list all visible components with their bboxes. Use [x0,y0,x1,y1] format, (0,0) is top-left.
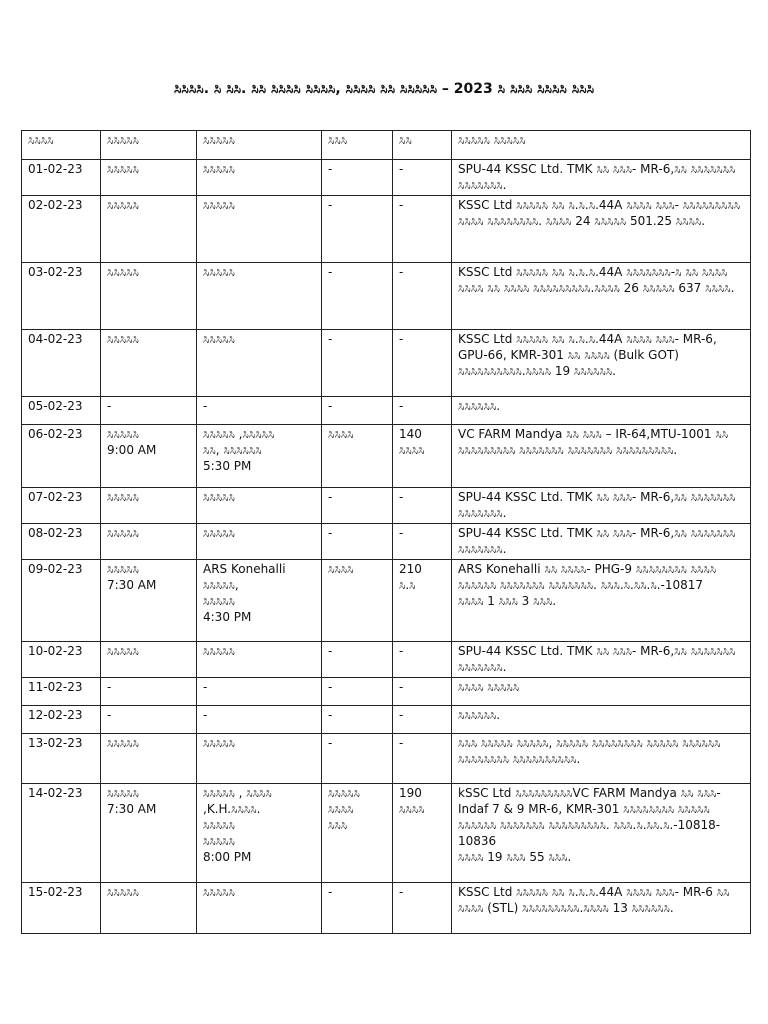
cell-distance [393,784,452,883]
cell-distance [393,488,452,524]
cell-time [101,160,197,196]
cell-mode-line: - [328,490,333,504]
table-row [22,425,751,488]
table-row [22,488,751,524]
cell-work-details [452,734,751,784]
cell-mode [322,706,393,734]
cell-mode-line: ಸಿಸಿಸಿ [328,818,348,832]
work-text: VC FARM Mandya ಸಿಸಿ ಸಿಸಿಸಿ – IR-64,MTU-1001 ಸಿಸಿ ಸಿಸಿಸಿಸಿಸಿಸಿಸಿಸಿಸಿ ಸಿಸಿಸಿಸಿಸಿಸಿಸಿ ಸಿಸಿಸಿಸಿಸಿಸಿಸಿ ಸಿಸಿಸಿಸಿಸಿಸಿಸಿಸಿಸಿ. [458,427,729,457]
cell-mode-line: - [328,644,333,658]
cell-work-details [452,263,751,330]
cell-mode [322,330,393,397]
cell-mode-line: - [328,885,333,899]
cell-place [197,397,322,425]
cell-time-line: - [107,680,112,694]
cell-mode-line: - [328,708,333,722]
cell-place [197,642,322,678]
cell-place-line: ಸಿಸಿಸಿಸಿಸಿ [203,885,235,899]
table-row [22,263,751,330]
cell-date: 15-02-23 [22,883,101,934]
cell-mode [322,488,393,524]
cell-distance [393,397,452,425]
cell-distance-line: - [399,332,404,346]
table-row [22,524,751,560]
cell-place-line: ಸಿಸಿಸಿಸಿಸಿ [203,644,235,658]
cell-mode [322,560,393,642]
cell-place-line: 4:30 PM [203,610,252,624]
cell-mode [322,397,393,425]
cell-time-line: ಸಿಸಿಸಿಸಿಸಿ [107,198,139,212]
cell-distance [393,160,452,196]
cell-mode [322,425,393,488]
cell-distance [393,883,452,934]
cell-place-line: - [203,708,208,722]
cell-distance-line: 190 [399,786,422,800]
cell-place [197,524,322,560]
cell-mode [322,784,393,883]
cell-time-line: ಸಿಸಿಸಿಸಿಸಿ [107,786,139,800]
cell-date: 03-02-23 [22,263,101,330]
cell-time [101,706,197,734]
cell-distance-line: ಸಿ.ಸಿ [399,578,416,592]
cell-place-line: ಸಿಸಿ, ಸಿಸಿಸಿಸಿಸಿಸಿ [203,443,262,457]
cell-time [101,397,197,425]
cell-place-line: ಸಿಸಿಸಿಸಿಸಿ ,ಸಿಸಿಸಿಸಿಸಿ [203,427,275,441]
cell-distance-line: - [399,526,404,540]
cell-time-line: 9:00 AM [107,443,157,457]
cell-work-details [452,642,751,678]
table-row [22,330,751,397]
cell-distance-line: - [399,680,404,694]
cell-place [197,734,322,784]
cell-distance-line: 210 [399,562,422,576]
cell-work-details [452,330,751,397]
table-row [22,397,751,425]
cell-place [197,678,322,706]
cell-work-details [452,560,751,642]
cell-time-line: ಸಿಸಿಸಿಸಿಸಿ [107,265,139,279]
table-row [22,706,751,734]
cell-distance-line: - [399,198,404,212]
cell-date: 04-02-23 [22,330,101,397]
table-row [22,160,751,196]
cell-distance [393,263,452,330]
cell-time-line: 7:30 AM [107,802,157,816]
cell-time [101,734,197,784]
cell-date: 08-02-23 [22,524,101,560]
cell-time-line: ಸಿಸಿಸಿಸಿಸಿ [107,526,139,540]
table-row [22,642,751,678]
cell-place [197,160,322,196]
cell-date: 12-02-23 [22,706,101,734]
cell-work-details [452,883,751,934]
work-text: ಸಿಸಿಸಿಸಿ ಸಿಸಿಸಿಸಿಸಿ [458,680,520,694]
cell-time-line: ಸಿಸಿಸಿಸಿಸಿ [107,736,139,750]
document-title: ಸಿಸಿಸಿಸಿ. ಸಿ ಸಿಸಿ. ಸಿಸಿ ಸಿಸಿಸಿಸಿ ಸಿಸಿಸಿಸಿ, ಸಿಸಿಸಿಸಿ ಸಿಸಿ ಸಿಸಿಸಿಸಿಸಿ – 2023 ಸಿ ಸಿಸಿಸಿ ಸಿಸಿಸಿಸಿ ಸಿಸಿಸಿ [173,81,595,97]
work-extra-text: ಸಿಸಿಸಿಸಿ 1 ಸಿಸಿಸಿ 3 ಸಿಸಿಸಿ. [458,594,557,608]
cell-time-line: ಸಿಸಿಸಿಸಿಸಿ [107,562,139,576]
work-text: ARS Konehalli ಸಿಸಿ ಸಿಸಿಸಿಸಿ- PHG-9 ಸಿಸಿಸಿಸಿಸಿಸಿಸಿಸಿ ಸಿಸಿಸಿಸಿ ಸಿಸಿಸಿಸಿಸಿಸಿ ಸಿಸಿಸಿಸಿಸಿಸಿಸಿ ಸಿಸಿಸಿಸಿಸಿಸಿಸಿ. ಸಿಸಿಸಿ.ಸಿ.ಸಿಸಿ.ಸಿ.-10817 [458,562,717,592]
cell-distance-line: - [399,736,404,750]
cell-distance [393,330,452,397]
cell-work-details [452,784,751,883]
cell-mode-line: ಸಿಸಿಸಿಸಿ [328,427,354,441]
cell-date: 07-02-23 [22,488,101,524]
work-text: KSSC Ltd ಸಿಸಿಸಿಸಿಸಿ ಸಿಸಿ ಸಿ.ಸಿ.ಸಿ.44A ಸಿಸಿಸಿಸಿ ಸಿಸಿಸಿ- MR-6 ಸಿಸಿ ಸಿಸಿಸಿಸಿ (STL) ಸಿಸಿಸಿಸಿಸಿಸಿಸಿಸಿಸಿ.ಸಿಸಿಸಿಸಿ 13 ಸಿಸಿಸಿಸಿಸಿಸಿ. [458,885,730,915]
cell-distance-line: - [399,885,404,899]
cell-place-line: ಸಿಸಿಸಿಸಿಸಿ , ಸಿಸಿಸಿಸಿ [203,786,272,800]
cell-time [101,488,197,524]
cell-mode-line: - [328,399,333,413]
cell-place-line: ಸಿಸಿಸಿಸಿಸಿ, [203,578,239,592]
cell-place-line: ಸಿಸಿಸಿಸಿಸಿ [203,526,235,540]
cell-date: 01-02-23 [22,160,101,196]
cell-place-line: ಸಿಸಿಸಿಸಿಸಿ [203,736,235,750]
cell-place-line: ಸಿಸಿಸಿಸಿಸಿ [203,265,235,279]
tour-diary-table [21,130,751,934]
work-text: ಸಿಸಿಸಿಸಿಸಿಸಿ. [458,708,501,722]
cell-distance-line: - [399,162,404,176]
cell-distance [393,678,452,706]
cell-time [101,883,197,934]
work-text: kSSC Ltd ಸಿಸಿಸಿಸಿಸಿಸಿಸಿಸಿಸಿVC FARM Mandya ಸಿಸಿ ಸಿಸಿಸಿ- Indaf 7 & 9 MR-6, KMR-301 ಸಿಸಿಸಿಸಿಸಿಸಿಸಿಸಿ ಸಿಸಿಸಿಸಿಸಿ ಸಿಸಿಸಿಸಿಸಿಸಿ ಸಿಸಿಸಿಸಿಸಿಸಿಸಿ ಸಿಸಿಸಿಸಿಸಿಸಿಸಿಸಿಸಿ. ಸಿಸಿಸಿ.ಸಿ.ಸಿಸಿ.ಸಿ.-10818-10836 [458,786,721,848]
cell-time-line: ಸಿಸಿಸಿಸಿಸಿ [107,162,139,176]
cell-work-details [452,196,751,263]
cell-time-line: - [107,399,112,413]
cell-place-line: ಸಿಸಿಸಿಸಿಸಿ [203,332,235,346]
cell-time-line: ಸಿಸಿಸಿಸಿಸಿ [107,490,139,504]
cell-place-line: - [203,680,208,694]
cell-mode-line: - [328,265,333,279]
cell-mode-line: - [328,198,333,212]
cell-time-line: - [107,708,112,722]
cell-place [197,560,322,642]
cell-place-line: - [203,399,208,413]
cell-distance [393,560,452,642]
cell-time-line: ಸಿಸಿಸಿಸಿಸಿ [107,885,139,899]
cell-mode-line: - [328,526,333,540]
cell-distance-line: - [399,265,404,279]
table-header-row [22,131,751,160]
cell-distance [393,425,452,488]
cell-time [101,263,197,330]
cell-time [101,784,197,883]
cell-place-line: ಸಿಸಿಸಿಸಿಸಿ [203,818,235,832]
cell-date: 09-02-23 [22,560,101,642]
cell-time [101,678,197,706]
cell-work-details [452,160,751,196]
cell-distance [393,524,452,560]
cell-place-line: 5:30 PM [203,459,252,473]
cell-place-line: ಸಿಸಿಸಿಸಿಸಿ [203,198,235,212]
cell-work-details [452,678,751,706]
header-time: ಸಿಸಿಸಿಸಿಸಿ [101,131,197,160]
cell-place-line: ಸಿಸಿಸಿಸಿಸಿ [203,834,235,848]
cell-place-line: ಸಿಸಿಸಿಸಿಸಿ [203,162,235,176]
cell-work-details [452,425,751,488]
cell-time [101,196,197,263]
table-row [22,784,751,883]
cell-place-line: ಸಿಸಿಸಿಸಿಸಿ [203,490,235,504]
cell-place [197,196,322,263]
cell-mode [322,160,393,196]
cell-mode [322,524,393,560]
work-text: ಸಿಸಿಸಿಸಿಸಿಸಿ. [458,399,501,413]
cell-mode [322,883,393,934]
cell-time [101,425,197,488]
cell-distance-line: - [399,490,404,504]
cell-mode-line: - [328,332,333,346]
cell-date: 11-02-23 [22,678,101,706]
cell-distance-line: 140 [399,427,422,441]
cell-mode-line: - [328,680,333,694]
cell-distance [393,642,452,678]
cell-work-details [452,488,751,524]
cell-place [197,883,322,934]
cell-date: 02-02-23 [22,196,101,263]
cell-work-details [452,397,751,425]
cell-distance-line: ಸಿಸಿಸಿಸಿ [399,443,425,457]
cell-date: 06-02-23 [22,425,101,488]
work-text: KSSC Ltd ಸಿಸಿಸಿಸಿಸಿ ಸಿಸಿ ಸಿ.ಸಿ.ಸಿ.44A ಸಿಸಿಸಿಸಿ ಸಿಸಿಸಿ- ಸಿಸಿಸಿಸಿಸಿಸಿಸಿಸಿಸಿ ಸಿಸಿಸಿಸಿ ಸಿಸಿಸಿಸಿಸಿಸಿಸಿಸಿ. ಸಿಸಿಸಿಸಿ 24 ಸಿಸಿಸಿಸಿಸಿ 501.25 ಸಿಸಿಸಿಸಿ. [458,198,741,228]
cell-place-line: ,K.H.ಸಿಸಿಸಿಸಿ. [203,802,261,816]
work-text: KSSC Ltd ಸಿಸಿಸಿಸಿಸಿ ಸಿಸಿ ಸಿ.ಸಿ.ಸಿ.44A ಸಿಸಿಸಿಸಿಸಿಸಿಸಿ-ಸಿ ಸಿಸಿ ಸಿಸಿಸಿಸಿ ಸಿಸಿಸಿಸಿ ಸಿಸಿ ಸಿಸಿಸಿಸಿ ಸಿಸಿಸಿಸಿಸಿಸಿಸಿಸಿಸಿ.ಸಿಸಿಸಿಸಿ 26 ಸಿಸಿಸಿಸಿಸಿ 637 ಸಿಸಿಸಿಸಿ. [458,265,735,295]
cell-distance-line: - [399,644,404,658]
cell-distance-line: - [399,399,404,413]
cell-distance [393,734,452,784]
cell-date: 13-02-23 [22,734,101,784]
cell-place [197,784,322,883]
work-text: SPU-44 KSSC Ltd. TMK ಸಿಸಿ ಸಿಸಿಸಿ- MR-6,ಸಿಸಿ ಸಿಸಿಸಿಸಿಸಿಸಿಸಿ ಸಿಸಿಸಿಸಿಸಿಸಿಸಿ. [458,162,736,192]
cell-place [197,263,322,330]
cell-place [197,706,322,734]
table-row [22,196,751,263]
table-row [22,678,751,706]
cell-mode [322,642,393,678]
cell-time [101,642,197,678]
cell-mode-line: ಸಿಸಿಸಿಸಿ [328,562,354,576]
header-date: ಸಿಸಿಸಿಸಿ [22,131,101,160]
cell-mode [322,196,393,263]
cell-date: 14-02-23 [22,784,101,883]
header-mode: ಸಿಸಿಸಿ [322,131,393,160]
header-distance: ಸಿಸಿ [393,131,452,160]
cell-place [197,425,322,488]
header-work: ಸಿಸಿಸಿಸಿಸಿ ಸಿಸಿಸಿಸಿಸಿ [452,131,751,160]
cell-place-line: ARS Konehalli [203,562,286,576]
cell-mode [322,734,393,784]
work-extra-text: ಸಿಸಿಸಿಸಿ 19 ಸಿಸಿಸಿ 55 ಸಿಸಿಸಿ. [458,850,572,864]
cell-distance [393,196,452,263]
cell-time [101,524,197,560]
cell-place [197,488,322,524]
cell-date: 10-02-23 [22,642,101,678]
header-place: ಸಿಸಿಸಿಸಿಸಿ [197,131,322,160]
cell-time-line: ಸಿಸಿಸಿಸಿಸಿ [107,427,139,441]
cell-distance-line: ಸಿಸಿಸಿಸಿ [399,802,425,816]
table-body [22,160,751,934]
work-text: ಸಿಸಿಸಿ ಸಿಸಿಸಿಸಿಸಿ ಸಿಸಿಸಿಸಿಸಿ, ಸಿಸಿಸಿಸಿಸಿ ಸಿಸಿಸಿಸಿಸಿಸಿಸಿಸಿ ಸಿಸಿಸಿಸಿಸಿ ಸಿಸಿಸಿಸಿಸಿಸಿ ಸಿಸಿಸಿಸಿಸಿಸಿಸಿಸಿ ಸಿಸಿಸಿಸಿಸಿಸಿಸಿಸಿಸಿಸಿ. [458,736,721,766]
cell-distance-line: - [399,708,404,722]
table-row [22,883,751,934]
cell-mode-line: ಸಿಸಿಸಿಸಿ [328,802,354,816]
cell-place-line: 8:00 PM [203,850,252,864]
cell-time [101,560,197,642]
work-text: SPU-44 KSSC Ltd. TMK ಸಿಸಿ ಸಿಸಿಸಿ- MR-6,ಸಿಸಿ ಸಿಸಿಸಿಸಿಸಿಸಿಸಿ ಸಿಸಿಸಿಸಿಸಿಸಿಸಿ. [458,644,736,674]
cell-mode [322,678,393,706]
table-row [22,734,751,784]
cell-mode [322,263,393,330]
cell-time-line: 7:30 AM [107,578,157,592]
work-text: SPU-44 KSSC Ltd. TMK ಸಿಸಿ ಸಿಸಿಸಿ- MR-6,ಸಿಸಿ ಸಿಸಿಸಿಸಿಸಿಸಿಸಿ ಸಿಸಿಸಿಸಿಸಿಸಿಸಿ. [458,526,736,556]
cell-time-line: ಸಿಸಿಸಿಸಿಸಿ [107,644,139,658]
cell-time-line: ಸಿಸಿಸಿಸಿಸಿ [107,332,139,346]
cell-distance [393,706,452,734]
cell-time [101,330,197,397]
cell-mode-line: ಸಿಸಿಸಿಸಿಸಿ [328,786,360,800]
cell-work-details [452,524,751,560]
cell-mode-line: - [328,162,333,176]
table-row [22,560,751,642]
cell-place [197,330,322,397]
cell-date: 05-02-23 [22,397,101,425]
cell-mode-line: - [328,736,333,750]
work-text: SPU-44 KSSC Ltd. TMK ಸಿಸಿ ಸಿಸಿಸಿ- MR-6,ಸಿಸಿ ಸಿಸಿಸಿಸಿಸಿಸಿಸಿ ಸಿಸಿಸಿಸಿಸಿಸಿಸಿ. [458,490,736,520]
cell-place-line: ಸಿಸಿಸಿಸಿಸಿ [203,594,235,608]
cell-work-details [452,706,751,734]
work-text: KSSC Ltd ಸಿಸಿಸಿಸಿಸಿ ಸಿಸಿ ಸಿ.ಸಿ.ಸಿ.44A ಸಿಸಿಸಿಸಿ ಸಿಸಿಸಿ- MR-6, GPU-66, KMR-301 ಸಿಸಿ ಸಿಸಿಸಿಸಿ (Bulk GOT) ಸಿಸಿಸಿಸಿಸಿಸಿಸಿಸಿಸಿಸಿ.ಸಿಸಿಸಿಸಿ 19 ಸಿಸಿಸಿಸಿಸಿಸಿ. [458,332,717,378]
